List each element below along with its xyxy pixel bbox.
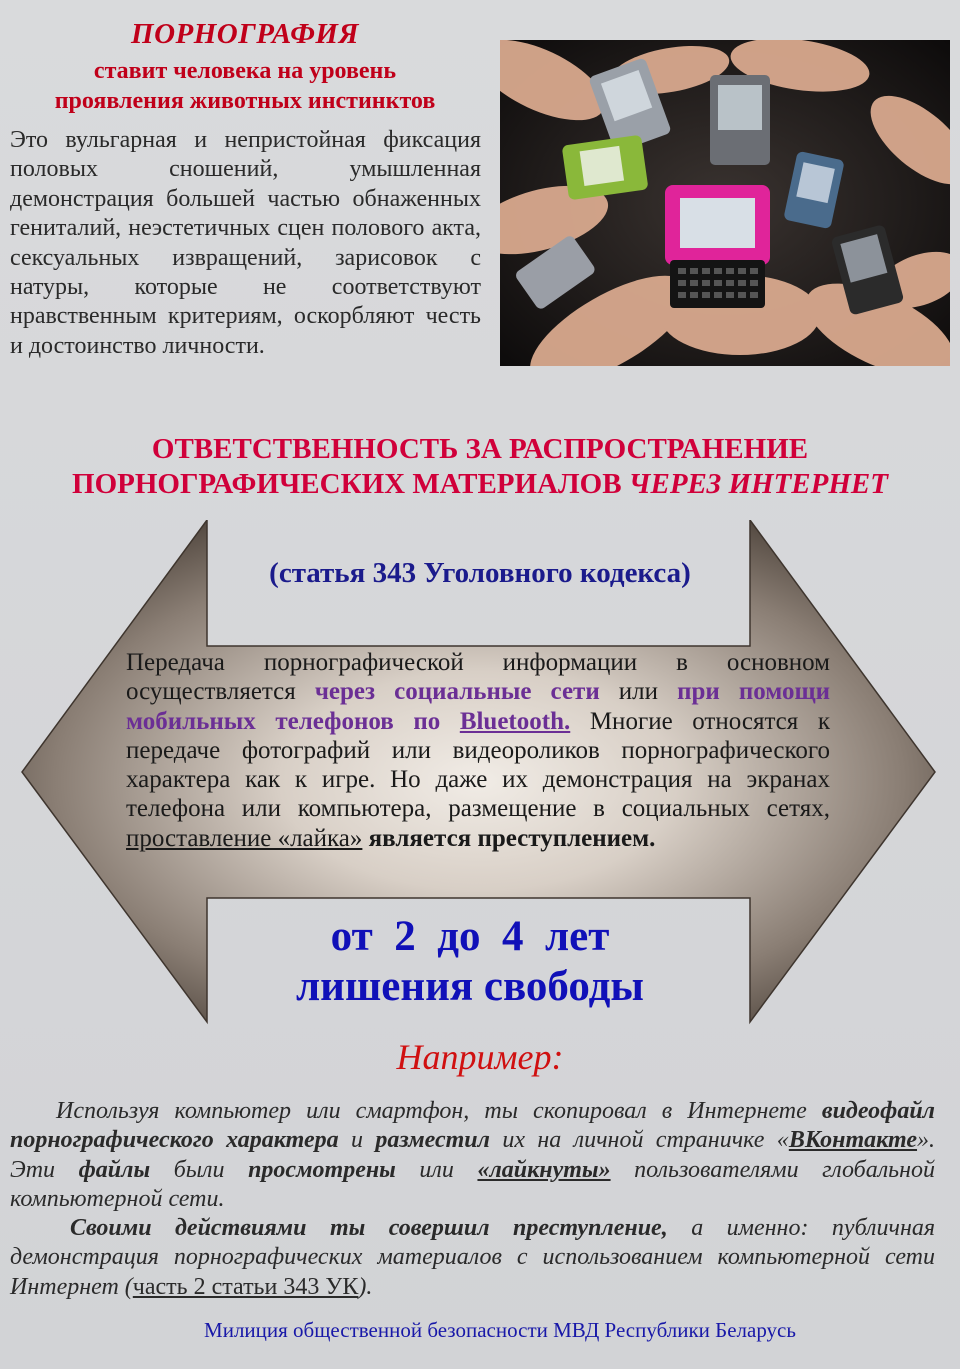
- transmission-paragraph: [126, 648, 830, 853]
- posted-word: разместил: [375, 1127, 490, 1154]
- criminal-code-article: (статья 343 Уголовного кодекса): [269, 557, 691, 589]
- example-text: ).: [358, 1273, 373, 1300]
- bluetooth-link[interactable]: Bluetooth.: [459, 707, 571, 735]
- intro-definition: Это вульгарная и непристойная фиксация половых сношений, умышленная демонстрация большей частью обнаженных гениталий, неэстетичных сцен полового акта, сексуальных извращений, зарисовок с натуры, которые не соответствуют нравственным критериям, оскорбляют честь и достоинство личности.: [10, 127, 481, 359]
- example-text: их на личной страничке «: [489, 1127, 789, 1154]
- phones-photo: [500, 40, 950, 366]
- section-heading-line-2: [0, 467, 960, 502]
- like-phrase: проставление «лайка»: [126, 824, 363, 852]
- section-heading: [0, 432, 960, 502]
- penalty-block: [210, 912, 730, 1012]
- phones-in-hands-illustration: [500, 40, 950, 366]
- mobile-phones-phrase: при помощи мобильных телефонов по: [126, 678, 830, 735]
- transmission-text-3: Многие относятся к передаче фотографий или видеороликов порнографического характера как к игре. Но даже их демонстрация на экранах телефона или компьютера, размещение в социальных сетях,: [126, 707, 830, 823]
- example-text: пользователями глобальной компьютерной сети.: [10, 1156, 935, 1212]
- social-networks-phrase: через социальные сети: [314, 678, 600, 706]
- example-text: а именно: публичная демонстрация порнографических материалов с использованием компьютерной сети Интернет (: [10, 1215, 936, 1300]
- section-heading-normal: ПОРНОГРАФИЧЕСКИХ МАТЕРИАЛОВ: [72, 468, 629, 500]
- example-text: ». Эти: [10, 1127, 936, 1183]
- liked-word: «лайкнуты»: [477, 1156, 611, 1183]
- example-text: Используя компьютер или смартфон, ты скопировал в Интернете: [56, 1098, 822, 1124]
- vkontakte-name: ВКонтакте: [788, 1127, 918, 1154]
- footer-issuer: Милиция общественной безопасности МВД Республики Беларусь: [204, 1318, 796, 1342]
- example-paragraph-1: [10, 1097, 935, 1214]
- poster-subtitle: [0, 56, 490, 116]
- transmission-text-1: Передача порнографической информации в основном осуществляется: [126, 649, 830, 706]
- section-heading-italic: ЧЕРЕЗ ИНТЕРНЕТ: [628, 468, 888, 500]
- poster-title: ПОРНОГРАФИЯ: [131, 18, 359, 50]
- example-paragraph-2: [10, 1214, 935, 1302]
- penalty-type: лишения свободы: [296, 963, 644, 1010]
- example-heading: Например:: [396, 1037, 564, 1077]
- subtitle-line-2: проявления животных инстинктов: [54, 88, 436, 114]
- penalty-term: от 2 до 4 лет: [330, 913, 610, 960]
- example-story: [10, 1097, 935, 1302]
- example-text: и: [338, 1127, 376, 1154]
- example-text: или: [395, 1156, 478, 1183]
- law-reference: часть 2 статьи 343 УК: [132, 1273, 359, 1300]
- subtitle-line-1: ставит человека на уровень: [93, 58, 397, 84]
- viewed-word: просмотрены: [248, 1156, 396, 1183]
- crime-committed-phrase: Своими действиями ты совершил преступление,: [70, 1215, 668, 1242]
- files-word: файлы: [78, 1156, 151, 1183]
- example-text: были: [150, 1156, 249, 1183]
- transmission-text-2: или: [599, 678, 678, 706]
- videofile-phrase: видеофайл порнографического характера: [10, 1098, 935, 1154]
- section-heading-line-1: ОТВЕТСТВЕННОСТЬ ЗА РАСПРОСТРАНЕНИЕ: [151, 433, 809, 465]
- crime-statement: является преступлением.: [368, 824, 656, 852]
